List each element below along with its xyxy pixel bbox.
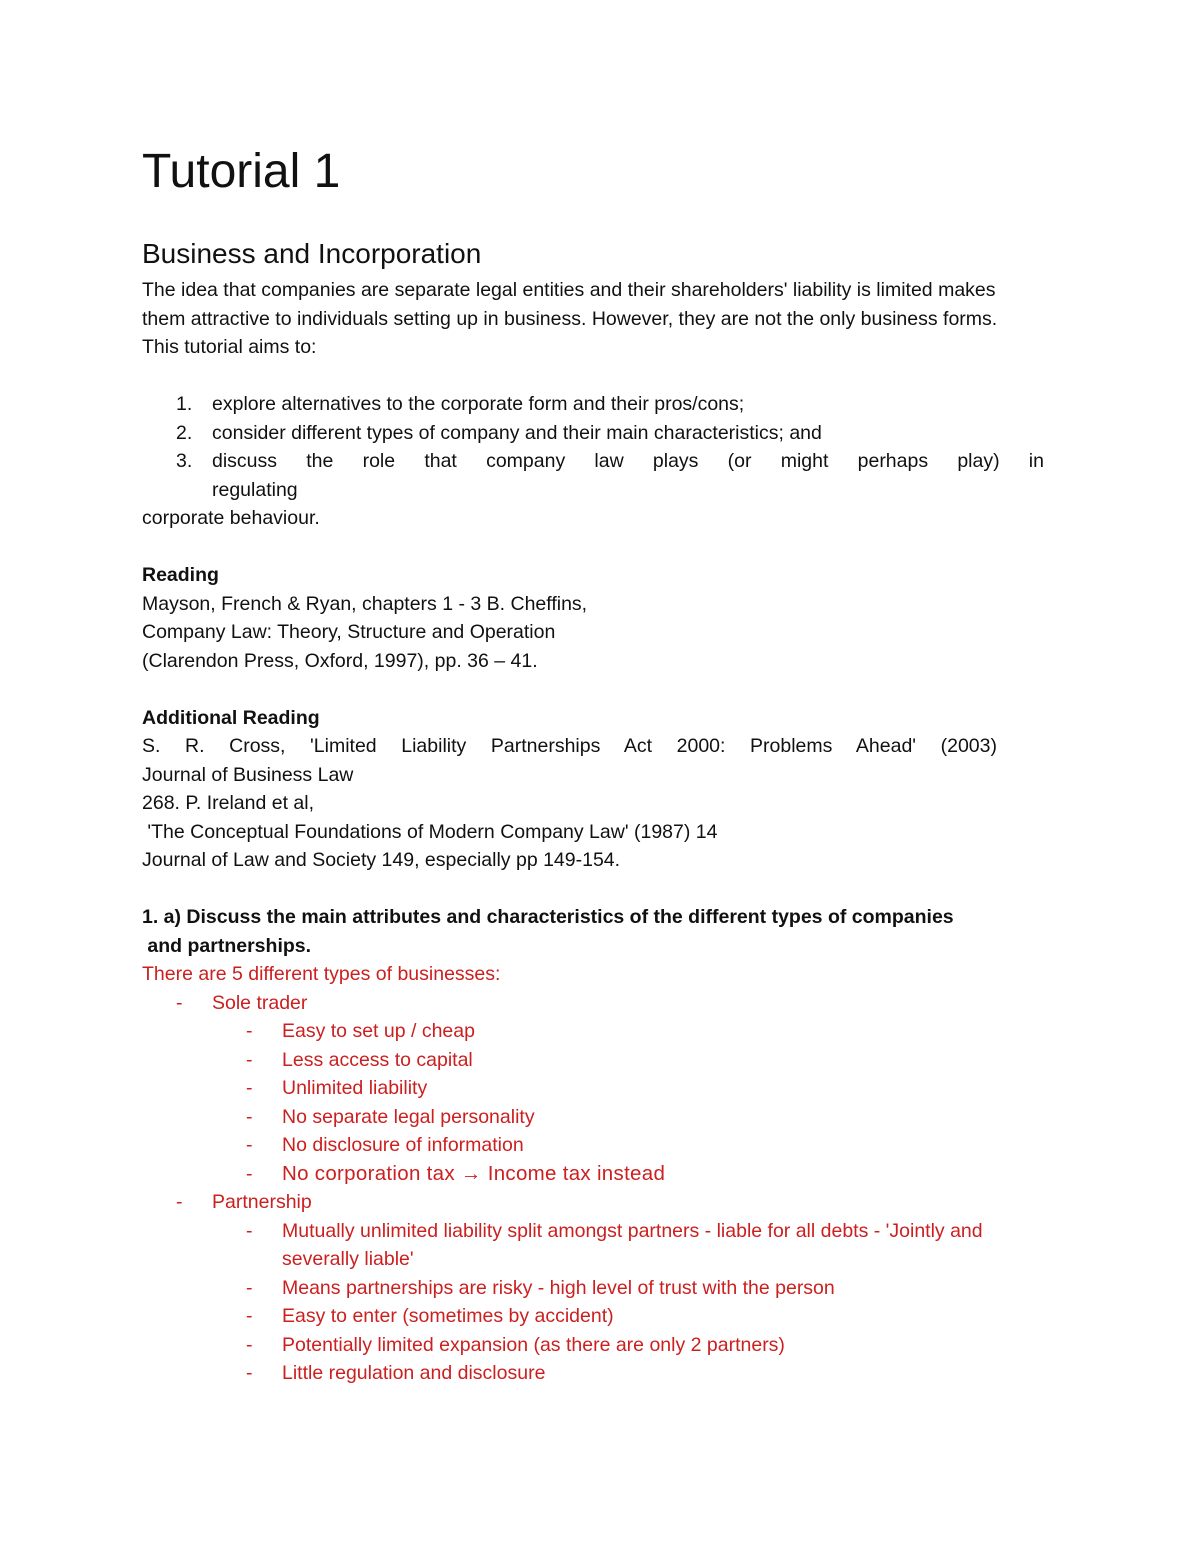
list-number: 3. bbox=[176, 450, 193, 472]
point-text: No disclosure of information bbox=[282, 1134, 524, 1156]
additional-reading-line: Journal of Business Law bbox=[142, 763, 354, 786]
list-item bbox=[142, 1188, 1042, 1388]
point-text: Easy to set up / cheap bbox=[282, 1020, 475, 1042]
list-number: 2. bbox=[176, 421, 193, 444]
business-types-list bbox=[142, 989, 1042, 1388]
answer-intro: There are 5 different types of businesses: bbox=[142, 963, 501, 985]
sole-trader-points bbox=[212, 1017, 1042, 1188]
dash-bullet: - bbox=[176, 1191, 183, 1213]
section-subtitle: Business and Incorporation bbox=[142, 238, 482, 269]
list-item-text: consider different types of company and their main characteristics; and bbox=[212, 421, 822, 444]
list-item bbox=[142, 989, 1042, 1189]
aims-list bbox=[142, 390, 1042, 504]
list-item bbox=[142, 390, 1044, 419]
dash-bullet: - bbox=[246, 1077, 253, 1099]
page-title: Tutorial 1 bbox=[142, 145, 341, 198]
dash-bullet: - bbox=[246, 1020, 253, 1042]
list-item bbox=[142, 1160, 1042, 1189]
list-item bbox=[142, 1103, 1042, 1132]
point-text: Unlimited liability bbox=[282, 1077, 428, 1099]
list-item-text: explore alternatives to the corporate form and their pros/cons; bbox=[212, 393, 745, 415]
list-item bbox=[142, 1046, 1042, 1075]
business-type-label: Sole trader bbox=[212, 991, 308, 1014]
list-item bbox=[142, 419, 1044, 448]
dash-bullet: - bbox=[246, 1134, 253, 1156]
reading-heading: Reading bbox=[142, 564, 219, 586]
point-text: Less access to capital bbox=[282, 1048, 473, 1071]
additional-reading-heading: Additional Reading bbox=[142, 706, 320, 729]
list-item bbox=[142, 1074, 1042, 1103]
additional-reading-line: Journal of Law and Society 149, especially pp 149-154. bbox=[142, 849, 621, 871]
point-text: Potentially limited expansion (as there are only 2 partners) bbox=[282, 1333, 785, 1356]
list-item bbox=[142, 1302, 1042, 1331]
point-text: No corporation tax → Income tax instead bbox=[282, 1161, 666, 1185]
additional-reading-line: 'The Conceptual Foundations of Modern Company Law' (1987) 14 bbox=[142, 820, 718, 843]
reading-line: Company Law: Theory, Structure and Operation bbox=[142, 621, 556, 643]
dash-bullet: - bbox=[176, 991, 183, 1014]
list-item bbox=[142, 1017, 1042, 1046]
dash-bullet: - bbox=[246, 1219, 253, 1242]
dash-bullet: - bbox=[246, 1048, 253, 1071]
list-item bbox=[142, 1274, 1042, 1303]
point-text: Little regulation and disclosure bbox=[282, 1362, 546, 1384]
point-text: Mutually unlimited liability split amongst partners - liable for all debts - 'Jointly and severally liable' bbox=[282, 1219, 983, 1270]
list-item bbox=[142, 1217, 992, 1274]
dash-bullet: - bbox=[246, 1305, 253, 1327]
dash-bullet: - bbox=[246, 1105, 253, 1128]
additional-reading-line: S. R. Cross, 'Limited Liability Partnerships Act 2000: Problems Ahead' (2003) bbox=[142, 735, 997, 757]
partnership-points bbox=[212, 1217, 1042, 1388]
business-type-label: Partnership bbox=[212, 1191, 312, 1213]
list-item bbox=[142, 447, 1044, 504]
question-heading: 1. a) Discuss the main attributes and characteristics of the different types of companies bbox=[142, 906, 954, 928]
list-item bbox=[142, 1131, 1042, 1160]
answer-block bbox=[142, 960, 1042, 1388]
aims-tail: corporate behaviour. bbox=[142, 507, 320, 529]
point-text: Easy to enter (sometimes by accident) bbox=[282, 1305, 614, 1327]
list-item-text: discuss the role that company law plays (or might perhaps play) in bbox=[212, 450, 1044, 472]
dash-bullet: - bbox=[246, 1276, 253, 1299]
document-content bbox=[142, 140, 1042, 1388]
list-number: 1. bbox=[176, 393, 193, 415]
dash-bullet: - bbox=[246, 1362, 253, 1384]
question-heading-continued: and partnerships. bbox=[142, 934, 312, 957]
reading-line: Mayson, French & Ryan, chapters 1 - 3 B. Cheffins, bbox=[142, 592, 588, 615]
additional-reading-line: 268. P. Ireland et al, bbox=[142, 792, 315, 814]
list-item-text-continued: regulating bbox=[212, 478, 298, 501]
point-text: No separate legal personality bbox=[282, 1105, 535, 1128]
dash-bullet: - bbox=[246, 1333, 253, 1356]
reading-line: (Clarendon Press, Oxford, 1997), pp. 36 – 41. bbox=[142, 649, 538, 672]
list-item bbox=[142, 1359, 1042, 1388]
list-item bbox=[142, 1331, 1042, 1360]
dash-bullet: - bbox=[246, 1162, 253, 1185]
point-text: Means partnerships are risky - high level of trust with the person bbox=[282, 1276, 835, 1299]
intro-paragraph: The idea that companies are separate legal entities and their shareholders' liability is limited makes them attractive to individuals setting up in business. However, they are not the only business forms. This tutorial aims to: bbox=[142, 279, 998, 358]
